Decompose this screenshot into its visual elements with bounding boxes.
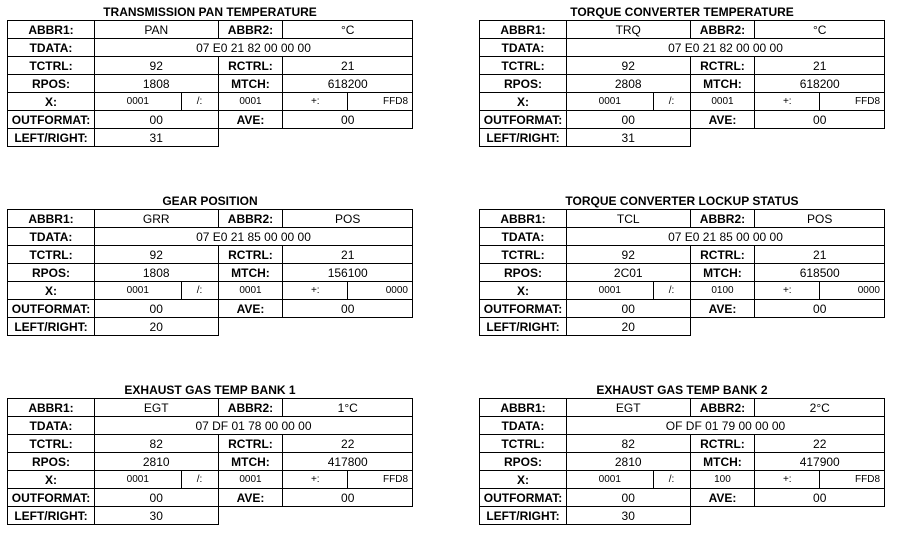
- pid-block-3: [7, 193, 413, 336]
- pid-table: [7, 398, 413, 525]
- row-abbr: [8, 21, 413, 39]
- rctrl-value: 21: [755, 246, 885, 264]
- row-rpos: [8, 264, 413, 282]
- div-value: 0001: [218, 282, 283, 300]
- tctrl-value: 92: [566, 57, 690, 75]
- ave-label: AVE:: [690, 111, 755, 129]
- left-right-label: LEFT/RIGHT:: [480, 318, 567, 336]
- row-tctrl: [480, 57, 885, 75]
- left-right-label: LEFT/RIGHT:: [480, 507, 567, 525]
- left-right-value: 20: [94, 318, 218, 336]
- outformat-label: OUTFORMAT:: [480, 489, 567, 507]
- outformat-value: 00: [94, 300, 218, 318]
- abbr1-value: EGT: [566, 399, 690, 417]
- abbr2-label: ABBR2:: [690, 210, 755, 228]
- abbr2-value: °C: [283, 21, 413, 39]
- tdata-value: 07 DF 01 78 00 00 00: [94, 417, 412, 435]
- row-outformat: [8, 489, 413, 507]
- block-title: TORQUE CONVERTER LOCKUP STATUS: [565, 194, 799, 208]
- abbr1-value: TRQ: [566, 21, 690, 39]
- abbr2-value: °C: [755, 21, 885, 39]
- tdata-label: TDATA:: [8, 39, 95, 57]
- rpos-value: 1808: [94, 264, 218, 282]
- left-right-value: 30: [566, 507, 690, 525]
- div-label: /:: [181, 471, 218, 489]
- block-title: EXHAUST GAS TEMP BANK 1: [124, 383, 296, 397]
- row-x: [8, 93, 413, 111]
- empty-cell: [218, 507, 413, 525]
- row-tdata: [8, 39, 413, 57]
- row-tctrl: [8, 435, 413, 453]
- div-value: 0001: [218, 93, 283, 111]
- row-tctrl: [480, 246, 885, 264]
- row-x: [480, 282, 885, 300]
- empty-cell: [690, 318, 885, 336]
- plus-label: +:: [283, 282, 348, 300]
- row-x: [8, 471, 413, 489]
- outformat-label: OUTFORMAT:: [8, 300, 95, 318]
- left-right-label: LEFT/RIGHT:: [8, 129, 95, 147]
- tctrl-value: 92: [566, 246, 690, 264]
- pid-table: [479, 209, 885, 336]
- abbr1-value: PAN: [94, 21, 218, 39]
- row-tctrl: [480, 435, 885, 453]
- abbr2-label: ABBR2:: [218, 399, 283, 417]
- div-label: /:: [653, 93, 690, 111]
- pid-table: [479, 398, 885, 525]
- rpos-value: 2808: [566, 75, 690, 93]
- abbr2-value: POS: [283, 210, 413, 228]
- ave-value: 00: [755, 489, 885, 507]
- mtch-label: MTCH:: [218, 75, 283, 93]
- pid-table: [7, 209, 413, 336]
- left-right-label: LEFT/RIGHT:: [8, 318, 95, 336]
- left-right-label: LEFT/RIGHT:: [8, 507, 95, 525]
- outformat-label: OUTFORMAT:: [8, 489, 95, 507]
- tctrl-label: TCTRL:: [480, 57, 567, 75]
- abbr1-label: ABBR1:: [8, 399, 95, 417]
- x-value: 0001: [566, 282, 653, 300]
- tdata-label: TDATA:: [480, 228, 567, 246]
- rctrl-label: RCTRL:: [218, 246, 283, 264]
- empty-cell: [690, 129, 885, 147]
- rctrl-value: 21: [283, 246, 413, 264]
- tctrl-value: 82: [566, 435, 690, 453]
- row-tdata: [8, 417, 413, 435]
- rpos-label: RPOS:: [480, 75, 567, 93]
- left-right-label: LEFT/RIGHT:: [480, 129, 567, 147]
- abbr1-value: GRR: [94, 210, 218, 228]
- mtch-label: MTCH:: [690, 264, 755, 282]
- div-value: 0100: [690, 282, 755, 300]
- div-value: 0001: [690, 93, 755, 111]
- rctrl-label: RCTRL:: [690, 246, 755, 264]
- pid-block-5: [7, 382, 413, 525]
- outformat-value: 00: [566, 300, 690, 318]
- row-outformat: [8, 300, 413, 318]
- tctrl-value: 92: [94, 246, 218, 264]
- rpos-label: RPOS:: [8, 264, 95, 282]
- plus-label: +:: [283, 471, 348, 489]
- outformat-label: OUTFORMAT:: [480, 300, 567, 318]
- tdata-label: TDATA:: [8, 417, 95, 435]
- rpos-label: RPOS:: [480, 264, 567, 282]
- tdata-label: TDATA:: [480, 39, 567, 57]
- div-label: /:: [181, 282, 218, 300]
- abbr1-label: ABBR1:: [480, 399, 567, 417]
- rctrl-label: RCTRL:: [690, 435, 755, 453]
- rctrl-value: 21: [755, 57, 885, 75]
- x-label: X:: [8, 471, 95, 489]
- block-title: TRANSMISSION PAN TEMPERATURE: [103, 5, 317, 19]
- mtch-value: 417800: [283, 453, 413, 471]
- rctrl-value: 22: [283, 435, 413, 453]
- row-tctrl: [8, 57, 413, 75]
- row-rpos: [480, 75, 885, 93]
- div-label: /:: [653, 471, 690, 489]
- left-right-value: 20: [566, 318, 690, 336]
- row-rpos: [8, 75, 413, 93]
- rpos-label: RPOS:: [480, 453, 567, 471]
- abbr1-label: ABBR1:: [8, 21, 95, 39]
- abbr1-label: ABBR1:: [8, 210, 95, 228]
- tdata-label: TDATA:: [8, 228, 95, 246]
- div-label: /:: [181, 93, 218, 111]
- rctrl-label: RCTRL:: [690, 57, 755, 75]
- mtch-label: MTCH:: [218, 264, 283, 282]
- tctrl-label: TCTRL:: [8, 246, 95, 264]
- tdata-label: TDATA:: [480, 417, 567, 435]
- rpos-label: RPOS:: [8, 453, 95, 471]
- row-abbr: [480, 210, 885, 228]
- x-value: 0001: [566, 471, 653, 489]
- row-left-right: [480, 318, 885, 336]
- tctrl-label: TCTRL:: [480, 246, 567, 264]
- abbr1-value: TCL: [566, 210, 690, 228]
- x-label: X:: [480, 282, 567, 300]
- ave-label: AVE:: [690, 489, 755, 507]
- plus-value: FFD8: [820, 471, 885, 489]
- rpos-value: 2C01: [566, 264, 690, 282]
- row-left-right: [8, 318, 413, 336]
- tdata-value: 07 E0 21 82 00 00 00: [566, 39, 884, 57]
- left-right-value: 31: [94, 129, 218, 147]
- empty-cell: [218, 129, 413, 147]
- row-outformat: [480, 489, 885, 507]
- block-title: TORQUE CONVERTER TEMPERATURE: [570, 5, 794, 19]
- rpos-value: 2810: [94, 453, 218, 471]
- x-value: 0001: [566, 93, 653, 111]
- row-x: [8, 282, 413, 300]
- row-x: [480, 471, 885, 489]
- pid-block-4: [479, 193, 885, 336]
- pid-table: [479, 20, 885, 147]
- plus-label: +:: [283, 93, 348, 111]
- ave-value: 00: [755, 111, 885, 129]
- abbr1-label: ABBR1:: [480, 210, 567, 228]
- abbr1-label: ABBR1:: [480, 21, 567, 39]
- abbr2-label: ABBR2:: [218, 210, 283, 228]
- ave-value: 00: [283, 300, 413, 318]
- div-label: /:: [653, 282, 690, 300]
- rpos-label: RPOS:: [8, 75, 95, 93]
- rctrl-label: RCTRL:: [218, 435, 283, 453]
- empty-cell: [218, 318, 413, 336]
- pid-block-2: [479, 4, 885, 147]
- rctrl-value: 21: [283, 57, 413, 75]
- outformat-value: 00: [566, 111, 690, 129]
- abbr2-value: 2°C: [755, 399, 885, 417]
- ave-value: 00: [283, 489, 413, 507]
- row-abbr: [480, 399, 885, 417]
- ave-value: 00: [755, 300, 885, 318]
- rctrl-label: RCTRL:: [218, 57, 283, 75]
- plus-value: FFD8: [820, 93, 885, 111]
- block-title: EXHAUST GAS TEMP BANK 2: [596, 383, 768, 397]
- row-tdata: [480, 417, 885, 435]
- x-label: X:: [8, 282, 95, 300]
- abbr2-value: 1°C: [283, 399, 413, 417]
- empty-cell: [690, 507, 885, 525]
- x-value: 0001: [94, 282, 181, 300]
- x-value: 0001: [94, 93, 181, 111]
- outformat-value: 00: [94, 489, 218, 507]
- row-outformat: [8, 111, 413, 129]
- tdata-value: 07 E0 21 85 00 00 00: [94, 228, 412, 246]
- plus-value: FFD8: [348, 93, 413, 111]
- div-value: 100: [690, 471, 755, 489]
- mtch-label: MTCH:: [218, 453, 283, 471]
- rpos-value: 2810: [566, 453, 690, 471]
- row-left-right: [8, 507, 413, 525]
- row-x: [480, 93, 885, 111]
- ave-label: AVE:: [218, 111, 283, 129]
- div-value: 0001: [218, 471, 283, 489]
- plus-value: FFD8: [348, 471, 413, 489]
- mtch-label: MTCH:: [690, 75, 755, 93]
- mtch-value: 417900: [755, 453, 885, 471]
- left-right-value: 31: [566, 129, 690, 147]
- tdata-value: OF DF 01 79 00 00 00: [566, 417, 884, 435]
- ave-label: AVE:: [690, 300, 755, 318]
- row-abbr: [8, 210, 413, 228]
- mtch-label: MTCH:: [690, 453, 755, 471]
- row-abbr: [8, 399, 413, 417]
- tdata-value: 07 E0 21 82 00 00 00: [94, 39, 412, 57]
- plus-label: +:: [755, 282, 820, 300]
- row-rpos: [480, 453, 885, 471]
- mtch-value: 618200: [755, 75, 885, 93]
- abbr1-value: EGT: [94, 399, 218, 417]
- outformat-value: 00: [566, 489, 690, 507]
- row-rpos: [480, 264, 885, 282]
- x-label: X:: [480, 93, 567, 111]
- outformat-value: 00: [94, 111, 218, 129]
- row-tctrl: [8, 246, 413, 264]
- ave-label: AVE:: [218, 300, 283, 318]
- row-left-right: [480, 507, 885, 525]
- tctrl-label: TCTRL:: [480, 435, 567, 453]
- row-tdata: [480, 39, 885, 57]
- rctrl-value: 22: [755, 435, 885, 453]
- abbr2-label: ABBR2:: [218, 21, 283, 39]
- tctrl-value: 92: [94, 57, 218, 75]
- ave-label: AVE:: [218, 489, 283, 507]
- plus-label: +:: [755, 93, 820, 111]
- pid-block-6: [479, 382, 885, 525]
- outformat-label: OUTFORMAT:: [480, 111, 567, 129]
- row-left-right: [480, 129, 885, 147]
- row-rpos: [8, 453, 413, 471]
- left-right-value: 30: [94, 507, 218, 525]
- row-left-right: [8, 129, 413, 147]
- row-outformat: [480, 300, 885, 318]
- abbr2-label: ABBR2:: [690, 399, 755, 417]
- row-abbr: [480, 21, 885, 39]
- rpos-value: 1808: [94, 75, 218, 93]
- plus-value: 0000: [348, 282, 413, 300]
- abbr2-label: ABBR2:: [690, 21, 755, 39]
- pid-table: [7, 20, 413, 147]
- plus-value: 0000: [820, 282, 885, 300]
- mtch-value: 618500: [755, 264, 885, 282]
- row-outformat: [480, 111, 885, 129]
- x-value: 0001: [94, 471, 181, 489]
- row-tdata: [480, 228, 885, 246]
- x-label: X:: [8, 93, 95, 111]
- abbr2-value: POS: [755, 210, 885, 228]
- row-tdata: [8, 228, 413, 246]
- tctrl-label: TCTRL:: [8, 57, 95, 75]
- outformat-label: OUTFORMAT:: [8, 111, 95, 129]
- ave-value: 00: [283, 111, 413, 129]
- pid-block-1: [7, 4, 413, 147]
- plus-label: +:: [755, 471, 820, 489]
- tctrl-label: TCTRL:: [8, 435, 95, 453]
- mtch-value: 156100: [283, 264, 413, 282]
- block-title: GEAR POSITION: [162, 194, 258, 208]
- mtch-value: 618200: [283, 75, 413, 93]
- x-label: X:: [480, 471, 567, 489]
- tdata-value: 07 E0 21 85 00 00 00: [566, 228, 884, 246]
- tctrl-value: 82: [94, 435, 218, 453]
